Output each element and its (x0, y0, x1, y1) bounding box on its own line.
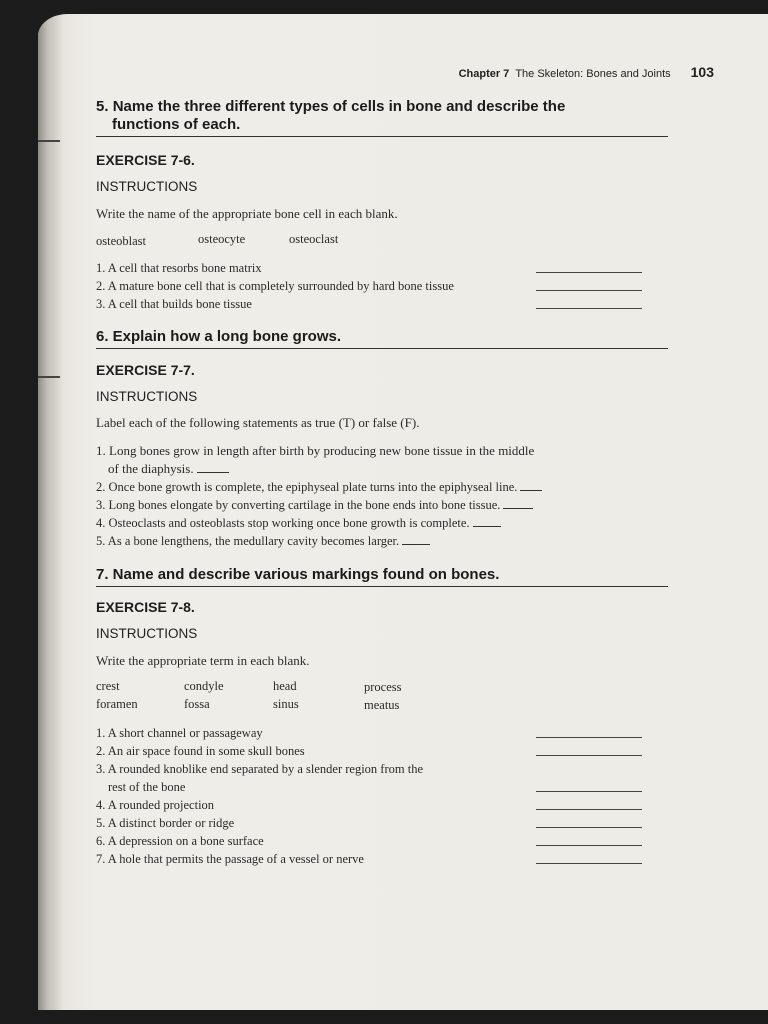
word-bank-item: crest (96, 679, 120, 693)
word-bank-item: meatus (364, 698, 400, 712)
page-gutter-shadow (38, 14, 64, 1010)
objective-number: 5. (96, 98, 109, 115)
answer-blank[interactable] (503, 507, 533, 509)
objective-text: 7. Name and describe various markings found on bones. (96, 566, 500, 583)
running-header (459, 64, 714, 80)
word-bank-item: process (364, 680, 402, 694)
answer-blank[interactable] (536, 308, 642, 309)
exercise-item: 4. Osteoclasts and osteoblasts stop working once bone growth is complete. (96, 514, 501, 532)
instructions-label: INSTRUCTIONS (96, 389, 198, 404)
exercise-item: 6. A depression on a bone surface (96, 834, 264, 848)
objective-line-1: Name the three different types of cells in bone and describe the (112, 98, 566, 115)
exercise-title: EXERCISE 7-6. (96, 152, 195, 168)
answer-blank[interactable] (536, 845, 642, 846)
answer-blank[interactable] (536, 827, 642, 828)
answer-blank[interactable] (536, 290, 642, 291)
answer-blank[interactable] (536, 737, 642, 738)
word-bank-item: osteocyte (198, 232, 246, 246)
answer-blank[interactable] (197, 471, 229, 473)
exercise-item: 4. A rounded projection (96, 798, 215, 812)
page-number: 103 (690, 64, 714, 80)
answer-blank[interactable] (536, 809, 642, 810)
objective-line-2: functions of each. (112, 116, 241, 133)
exercise-item-continued: of the diaphysis. (108, 460, 229, 478)
instructions-text: Label each of the following statements as true (T) or false (F). (96, 415, 420, 430)
answer-blank[interactable] (520, 489, 542, 491)
exercise-item: 7. A hole that permits the passage of a vessel or nerve (96, 852, 364, 866)
objective-text: 6. Explain how a long bone grows. (96, 328, 342, 345)
margin-tick-mark (38, 140, 60, 142)
word-bank-item: osteoblast (96, 234, 146, 248)
answer-blank[interactable] (536, 863, 642, 864)
instructions-label: INSTRUCTIONS (96, 179, 198, 194)
exercise-item: 3. A cell that builds bone tissue (96, 297, 252, 311)
answer-blank[interactable] (536, 755, 642, 756)
textbook-page (38, 14, 768, 1010)
word-bank-item: sinus (273, 697, 299, 711)
chapter-label: Chapter 7 (458, 68, 510, 80)
word-bank-item: condyle (184, 679, 224, 693)
answer-blank[interactable] (536, 791, 642, 792)
instructions-text: Write the appropriate term in each blank. (96, 653, 310, 668)
exercise-item: 5. As a bone lengthens, the medullary cavity becomes larger. (96, 532, 430, 550)
exercise-item: 1. A short channel or passageway (96, 726, 263, 740)
word-bank-item: fossa (184, 697, 210, 711)
instructions-label: INSTRUCTIONS (96, 626, 198, 641)
exercise-item-continued: rest of the bone (108, 780, 186, 794)
word-bank-item: head (273, 679, 297, 693)
exercise-item: 2. An air space found in some skull bones (96, 744, 305, 758)
objective-7-heading (96, 566, 668, 587)
margin-tick-mark (38, 376, 60, 378)
answer-blank[interactable] (473, 525, 501, 527)
exercise-item: 3. A rounded knoblike end separated by a slender region from the (96, 762, 423, 776)
exercise-item: 5. A distinct border or ridge (96, 816, 235, 830)
word-bank-item: osteoclast (289, 232, 339, 246)
exercise-item: 2. A mature bone cell that is completely surrounded by hard bone tissue (96, 279, 454, 293)
exercise-item: 3. Long bones elongate by converting cartilage in the bone ends into bone tissue. (96, 496, 533, 514)
word-bank-item: foramen (96, 697, 138, 711)
exercise-item: 1. A cell that resorbs bone matrix (96, 261, 262, 275)
exercise-title: EXERCISE 7-7. (96, 362, 195, 378)
answer-blank[interactable] (536, 272, 642, 273)
exercise-item: 2. Once bone growth is complete, the epiphyseal plate turns into the epiphyseal line. (96, 478, 542, 496)
exercise-item: 1. Long bones grow in length after birth by producing new bone tissue in the middle (96, 443, 535, 458)
instructions-text: Write the name of the appropriate bone cell in each blank. (96, 206, 398, 221)
answer-blank[interactable] (402, 543, 430, 545)
objective-5-heading (96, 98, 668, 137)
chapter-title: The Skeleton: Bones and Joints (515, 68, 671, 80)
exercise-title: EXERCISE 7-8. (96, 599, 195, 615)
objective-6-heading (96, 328, 668, 349)
